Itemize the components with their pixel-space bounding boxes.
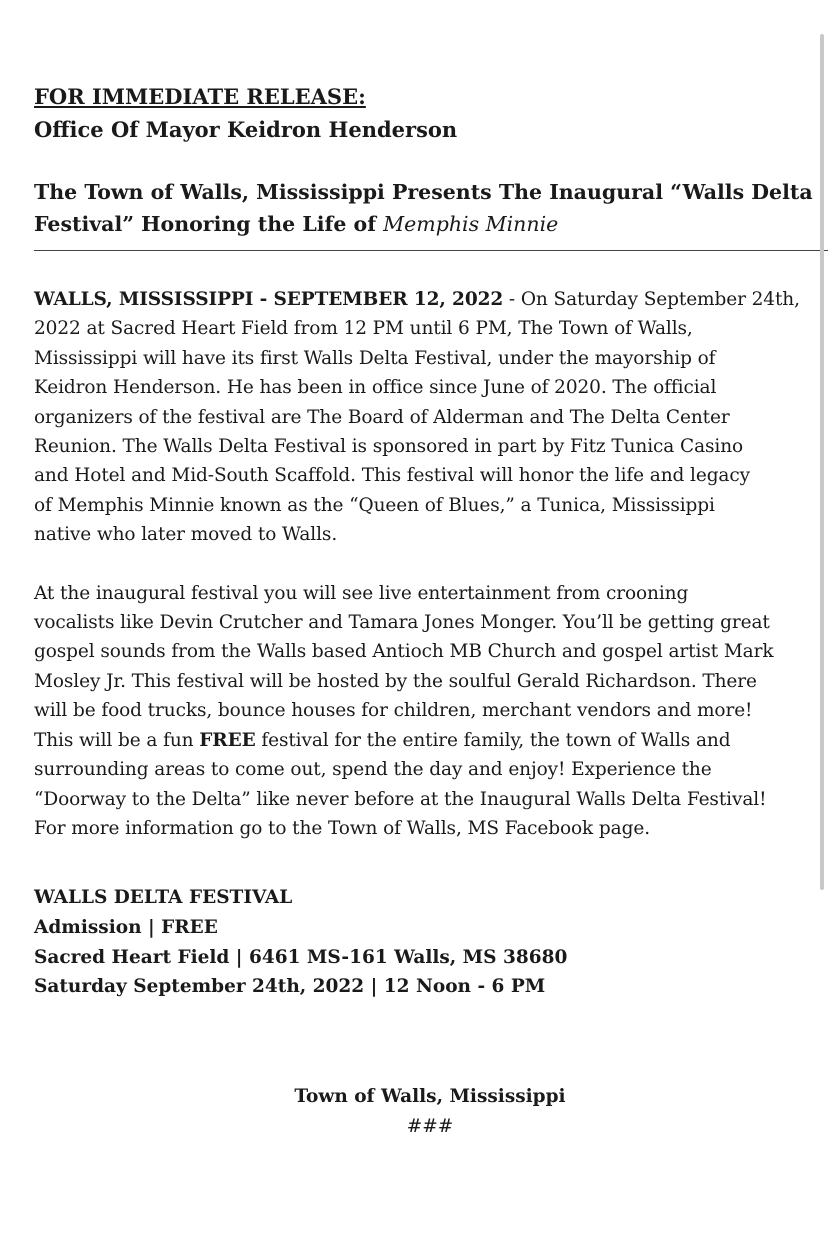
event-details	[34, 883, 818, 1001]
divider-line	[34, 250, 828, 251]
headline-text: The Town of Walls, Mississippi Presents The Inaugural “Walls Delta Festival” Honoring the Life of	[34, 180, 813, 236]
headline	[34, 176, 818, 240]
headline-italic: Memphis Minnie	[383, 212, 559, 236]
paragraph-line: gospel sounds from the Walls based Antioch MB Church and gospel artist Mark	[34, 641, 774, 663]
scrollbar[interactable]	[820, 34, 824, 890]
office-name: Office Of Mayor Keidron Henderson	[34, 117, 458, 142]
event-location: Sacred Heart Field | 6461 MS-161 Walls, MS 38680	[34, 946, 568, 968]
paragraph-entertainment	[34, 579, 818, 844]
release-label: FOR IMMEDIATE RELEASE:	[34, 84, 366, 109]
paragraph-line: will be food trucks, bounce houses for children, merchant vendors and more!	[34, 700, 753, 722]
paragraph-line: native who later moved to Walls.	[34, 524, 338, 546]
paragraph-line: This will be a fun FREE festival for the entire family, the town of Walls and	[34, 729, 731, 751]
paragraph-line: Mosley Jr. This festival will be hosted by the soulful Gerald Richardson. There	[34, 670, 757, 692]
paragraph-line: vocalists like Devin Crutcher and Tamara Jones Monger. You’ll be getting great	[34, 612, 770, 634]
paragraph-line: and Hotel and Mid-South Scaffold. This festival will honor the life and legacy	[34, 465, 750, 487]
paragraph-line: 2022 at Sacred Heart Field from 12 PM until 6 PM, The Town of Walls,	[34, 318, 693, 340]
paragraph-line: At the inaugural festival you will see live entertainment from crooning	[34, 582, 689, 604]
paragraph-line: For more information go to the Town of Walls, MS Facebook page.	[34, 817, 650, 839]
footer-town: Town of Walls, Mississippi	[294, 1086, 566, 1107]
free-emphasis: FREE	[199, 729, 256, 751]
paragraph-line: Keidron Henderson. He has been in office since June of 2020. The official	[34, 377, 717, 399]
paragraph-intro	[34, 285, 818, 550]
paragraph-line: “Doorway to the Delta” like never before at the Inaugural Walls Delta Festival!	[34, 788, 767, 810]
dateline: WALLS, MISSISSIPPI - SEPTEMBER 12, 2022	[34, 289, 504, 310]
end-mark: ###	[406, 1116, 454, 1137]
paragraph-line: Mississippi will have its first Walls Delta Festival, under the mayorship of	[34, 347, 716, 369]
paragraph-line: surrounding areas to come out, spend the day and enjoy! Experience the	[34, 759, 712, 781]
paragraph-line: WALLS, MISSISSIPPI - SEPTEMBER 12, 2022 - On Saturday September 24th,	[34, 289, 800, 310]
event-name: WALLS DELTA FESTIVAL	[34, 887, 293, 909]
press-release-document	[34, 80, 818, 1002]
document-footer	[0, 1082, 828, 1142]
event-admission: Admission | FREE	[34, 916, 218, 938]
paragraph-line: organizers of the festival are The Board of Alderman and The Delta Center	[34, 406, 730, 428]
paragraph-line: of Memphis Minnie known as the “Queen of Blues,” a Tunica, Mississippi	[34, 494, 715, 516]
paragraph-line: Reunion. The Walls Delta Festival is sponsored in part by Fitz Tunica Casino	[34, 436, 744, 458]
event-datetime: Saturday September 24th, 2022 | 12 Noon - 6 PM	[34, 976, 546, 998]
